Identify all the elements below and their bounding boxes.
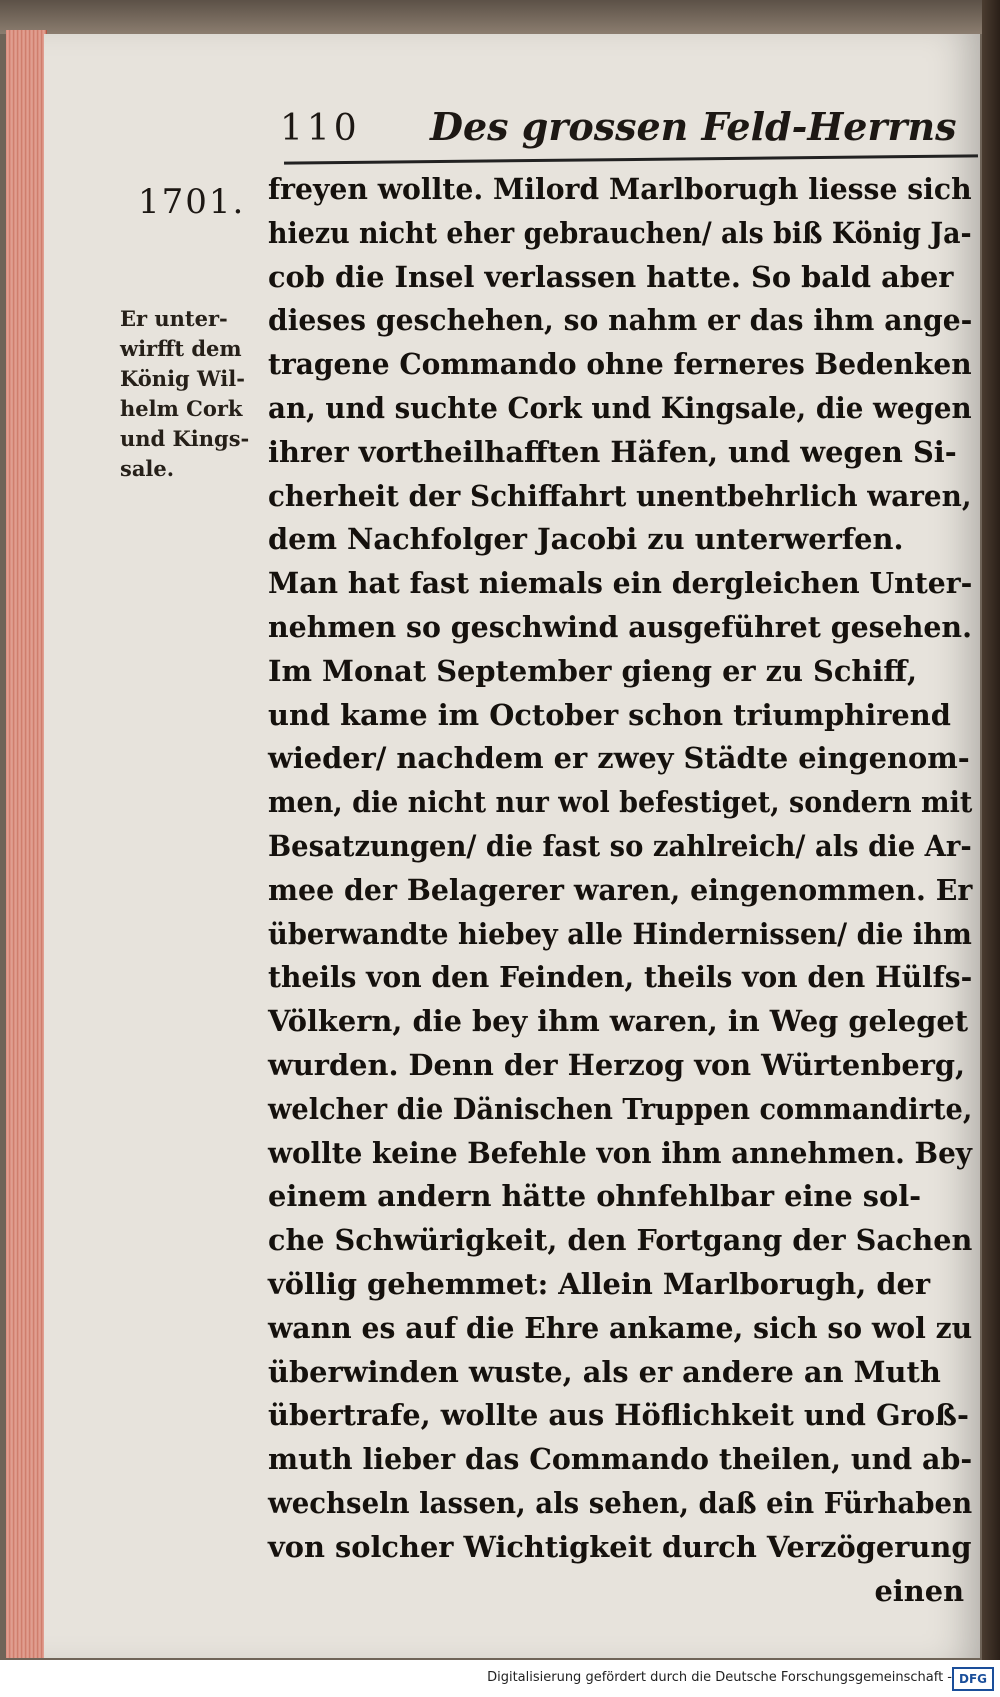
text-line: wurden. Denn der Herzog von Würtenberg,	[268, 1047, 966, 1082]
text-line: Besatzungen/ die fast so zahlreich/ als die Ar-	[268, 828, 972, 863]
text-line: freyen wollte. Milord Marlborugh liesse sich	[268, 172, 972, 206]
text-line: wollte keine Befehle von ihm annehmen. Bey	[268, 1135, 972, 1170]
running-head: Des grossen Feld-Herrns	[430, 104, 957, 149]
text-line: men, die nicht nur wol befestiget, sondern mit	[268, 785, 973, 820]
text-line: muth lieber das Commando theilen, und ab-	[268, 1442, 973, 1477]
text-line: Man hat fast niemals ein dergleichen Unter-	[268, 566, 973, 601]
text-line: ihrer vortheilhafften Häfen, und wegen Si-	[268, 434, 957, 469]
text-line: überwandte hiebey alle Hindernissen/ die ihm	[268, 916, 972, 951]
text-line: welcher die Dänischen Truppen commandirte,	[268, 1091, 973, 1126]
text-line: hiezu nicht eher gebrauchen/ als biß König Ja-	[268, 215, 972, 250]
text-line: theils von den Feinden, theils von den Hülfs-	[268, 960, 973, 995]
text-line: cob die Insel verlassen hatte. So bald aber	[268, 259, 954, 294]
margin-note-line: König Wil-	[120, 366, 245, 391]
text-line: übertrafe, wollte aus Höflichkeit und Groß-	[268, 1398, 969, 1433]
margin-note-line: helm Cork	[120, 396, 243, 421]
text-line: einen	[874, 1573, 965, 1608]
page-edges	[6, 30, 47, 1658]
margin-note-line: Er unter-	[120, 306, 228, 331]
text-line: wieder/ nachdem er zwey Städte eingenom-	[268, 741, 970, 776]
text-line: mee der Belagerer waren, eingenommen. Er	[268, 872, 973, 907]
text-line: dem Nachfolger Jacobi zu unterwerfen.	[268, 522, 904, 557]
body-text	[268, 168, 976, 1613]
margin-year: 1701.	[138, 182, 246, 222]
text-line: überwinden wuste, als er andere an Muth	[268, 1354, 941, 1389]
text-line: dieses geschehen, so nahm er das ihm ange-	[268, 303, 973, 338]
text-line: einem andern hätte ohnfehlbar eine sol-	[268, 1179, 922, 1214]
footer-bar	[0, 1662, 1000, 1697]
text-line: von solcher Wichtigkeit durch Verzögerung	[268, 1529, 972, 1564]
text-line: cherheit der Schiffahrt unentbehrlich waren,	[268, 478, 972, 513]
text-line: an, und suchte Cork und Kingsale, die wegen	[268, 390, 972, 425]
book-top-edge	[0, 0, 1000, 34]
book-spine	[982, 0, 1000, 1660]
text-line: völlig gehemmet: Allein Marlborugh, der	[268, 1266, 931, 1301]
margin-note	[120, 304, 256, 484]
text-line: tragene Commando ohne ferneres Bedenken	[268, 347, 972, 382]
text-line: wann es auf die Ehre ankame, sich so wol zu	[268, 1310, 973, 1345]
text-line: wechseln lassen, als sehen, daß ein Fürhaben	[268, 1485, 973, 1520]
text-line: und kame im October schon triumphirend	[268, 697, 951, 732]
page-header	[280, 104, 970, 154]
text-line: nehmen so geschwind ausgeführet gesehen.	[268, 609, 972, 644]
dfg-logo: DFG	[952, 1667, 994, 1691]
text-line: che Schwürigkeit, den Fortgang der Sachen	[268, 1223, 973, 1258]
margin-note-line: wirfft dem	[120, 336, 242, 361]
text-line: Im Monat September gieng er zu Schiff,	[268, 653, 918, 688]
margin-note-line: sale.	[120, 456, 175, 481]
page-number: 110	[280, 108, 361, 149]
text-line: Völkern, die bey ihm waren, in Weg geleget	[268, 1004, 969, 1039]
margin-note-line: und Kings-	[120, 426, 250, 451]
funding-credit: Digitalisierung gefördert durch die Deutsche Forschungsgemeinschaft -	[487, 1670, 952, 1685]
